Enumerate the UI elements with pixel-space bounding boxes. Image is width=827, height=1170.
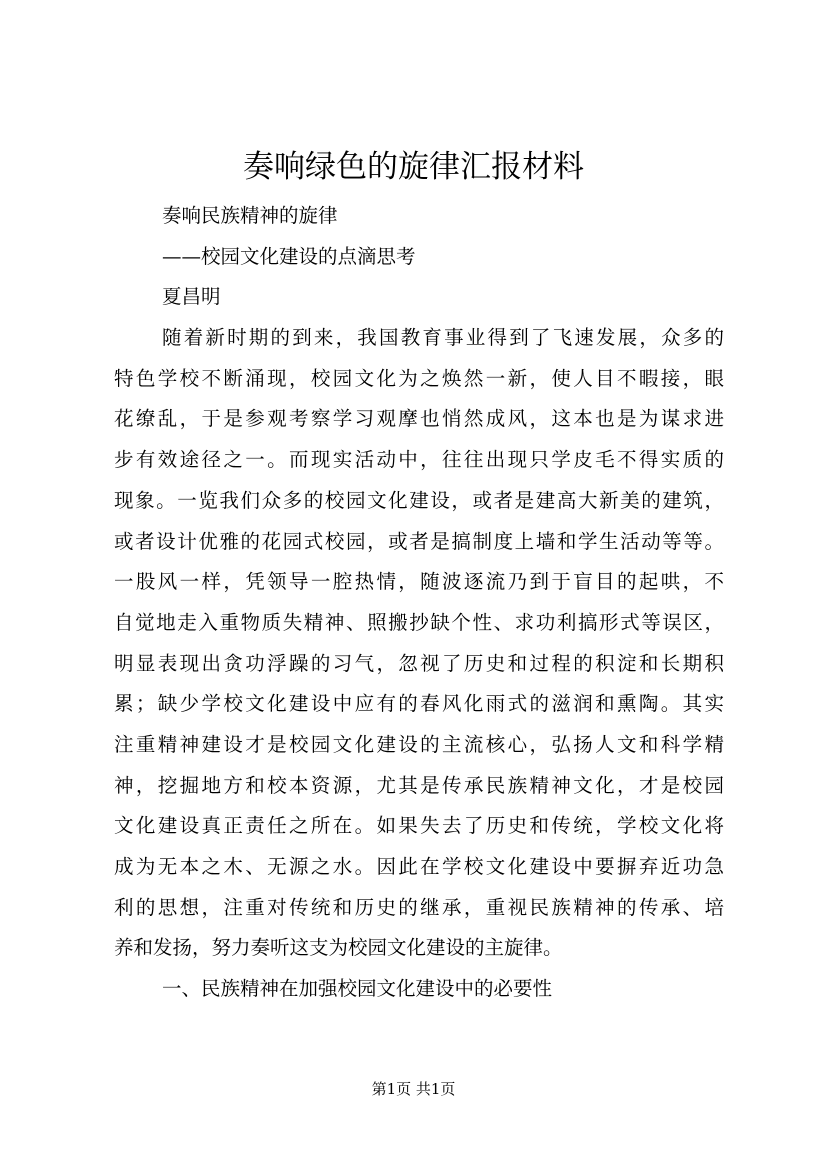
document-title: 奏响绿色的旋律汇报材料 [243,149,584,185]
paragraph-line: 文化建设真正责任之所在。如果失去了历史和传统，学校文化将 [114,814,724,838]
document-body [114,196,724,1010]
paragraph-line: 或者设计优雅的花园式校园，或者是搞制度上墙和学生活动等等。 [114,529,724,553]
sub-subtitle: ——校园文化建设的点滴思考 [162,244,416,268]
paragraph-line: 利的思想，注重对传统和历史的继承，重视民族精神的传承、培 [114,895,724,919]
paragraph-line: 花缭乱，于是参观考察学习观摩也悄然成风，这本也是为谋求进 [114,407,724,431]
subtitle: 奏响民族精神的旋律 [162,204,338,227]
page-footer: 第1页 共1页 [371,1080,456,1098]
section-heading: 一、民族精神在加强校园文化建设中的必要性 [162,977,553,1001]
paragraph-line: 步有效途径之一。而现实活动中，往往出现只学皮毛不得实质的 [114,448,724,472]
paragraph-line: 现象。一览我们众多的校园文化建设，或者是建高大新美的建筑， [114,488,724,512]
paragraph-line: 成为无本之木、无源之水。因此在学校文化建设中要摒弃近功急 [114,855,724,878]
paragraph-line: 养和发扬，努力奏听这支为校园文化建设的主旋律。 [114,936,563,960]
paragraph-line: 随着新时期的到来，我国教育事业得到了飞速发展，众多的 [162,326,724,350]
paragraph-line: 自觉地走入重物质失精神、照搬抄缺个性、求功利搞形式等误区， [114,610,724,634]
paragraph-line: 特色学校不断涌现，校园文化为之焕然一新，使人目不暇接，眼 [114,366,724,390]
author-name: 夏昌明 [162,285,221,309]
paragraph-line: 明显表现出贪功浮躁的习气，忽视了历史和过程的积淀和长期积 [114,651,724,675]
paragraph-line: 一股风一样，凭领导一腔热情，随波逐流乃到于盲目的起哄，不 [114,570,724,594]
paragraph-line: 神，挖掘地方和校本资源，尤其是传承民族精神文化，才是校园 [114,773,724,797]
paragraph-line: 注重精神建设才是校园文化建设的主流核心，弘扬人文和科学精 [114,732,724,756]
paragraph-line: 累；缺少学校文化建设中应有的春风化雨式的滋润和熏陶。其实 [114,692,724,716]
